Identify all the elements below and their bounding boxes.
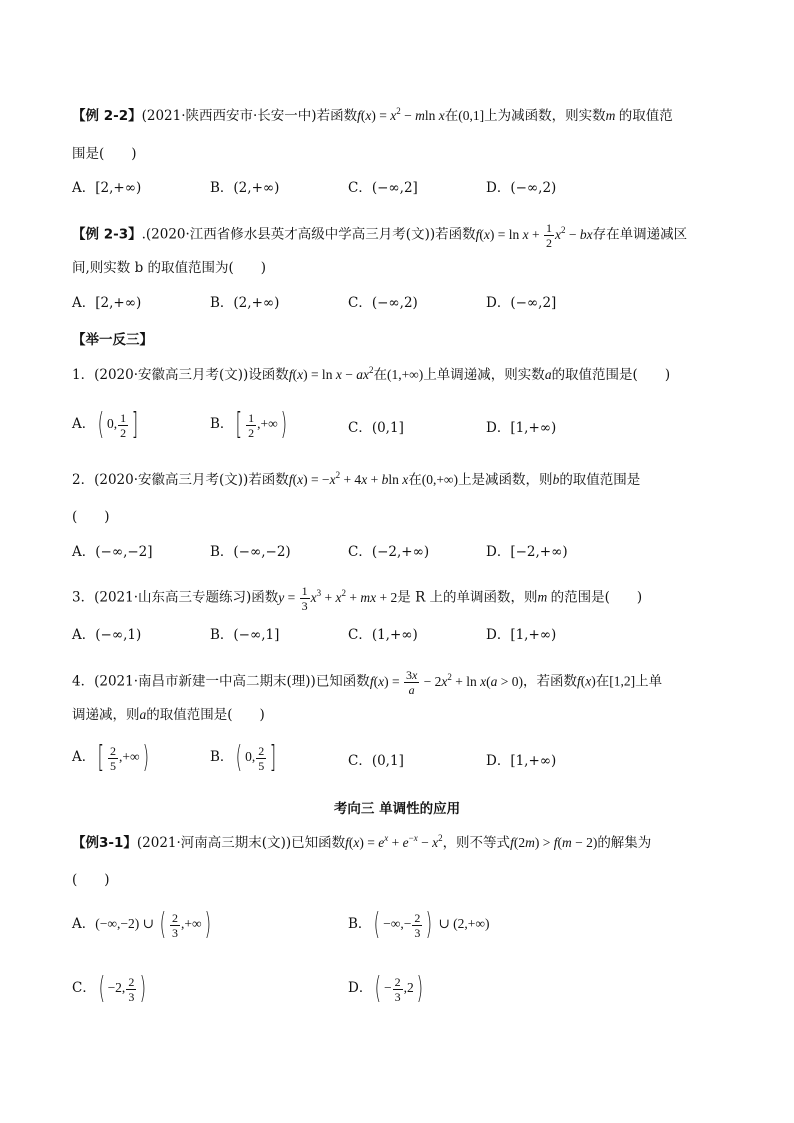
option-d: D．[1,+∞): [486, 753, 557, 769]
example-tag: 【例3-1】: [72, 835, 137, 851]
option-b: B．(−∞,1]: [210, 627, 280, 643]
example-2-2-line2: 围是( ): [72, 146, 137, 162]
section-header: 【举一反三】: [72, 332, 153, 348]
example-2-3-line2: 间,则实数 b 的取值范围为( ): [72, 260, 267, 276]
option-a: A．[2,+∞): [72, 180, 142, 196]
text: 若函数: [316, 108, 358, 124]
question-4-line2: [72, 705, 265, 725]
source: (2020·安徽高三月考(文)): [94, 472, 249, 488]
option-c: C．(0,1]: [348, 420, 404, 436]
variable: m: [605, 108, 616, 123]
question-3-line1: [72, 584, 642, 613]
source: (2021·山东高三专题练习): [94, 589, 252, 606]
option-b: B．[ $\frac{1}{2}$ ,+∞): [210, 407, 287, 442]
variable: b: [552, 472, 560, 487]
text: 在: [444, 108, 459, 124]
text: 调递减，则: [72, 707, 140, 723]
option-c: C．(1,+∞): [348, 627, 418, 643]
text: 函数: [251, 589, 279, 606]
question-2-line2: ( ): [72, 509, 110, 525]
example-2-2-line1: [72, 106, 673, 126]
option-b: B．( 0, $\frac{2}{5}$ ]: [210, 740, 277, 775]
text: 存在单调递减区: [592, 226, 688, 243]
example-3-1-line2: ( ): [72, 872, 110, 888]
source: (2021·陕西西安市·长安一中): [141, 108, 317, 124]
interval: (0,+∞): [421, 472, 459, 487]
option-c: C．(−∞,2]: [348, 180, 418, 196]
example-tag: 【例 2-3】: [72, 226, 142, 243]
formula: $f(x) = \ln x - ax^2$: [288, 365, 374, 382]
option-d: D．[1,+∞): [486, 627, 557, 643]
formula: $f(x) = e^x + e^{-x} - x^2$: [345, 833, 443, 850]
text: 若函数: [435, 226, 476, 243]
text: 的解集为: [597, 835, 652, 851]
text: ，则不等式: [442, 835, 511, 851]
text: ，若函数: [523, 673, 577, 690]
question-2-line1: [72, 470, 640, 490]
option-a: A．(−∞,−2) ∪ ( $\frac{2}{3}$ ,+∞): [72, 907, 211, 942]
option-label: A．: [72, 916, 96, 933]
formula: f(x) = $\frac{3x}{a}$ − $2x^2 + \ln x(a > 0)$: [369, 668, 523, 697]
interval: (1,+∞): [386, 367, 424, 382]
option-label: A．: [72, 416, 96, 433]
example-tag: 【例 2-2】: [72, 108, 142, 124]
option-d: D．[1,+∞): [486, 420, 557, 436]
source: (2020·安徽高三月考(文)): [94, 367, 249, 383]
option-d: D．(−∞,2]: [486, 295, 557, 311]
section-heading: 考向三 单调性的应用: [333, 801, 461, 817]
variable: a: [544, 367, 552, 382]
option-b: B．(2,+∞): [210, 180, 280, 196]
question-number: 3．: [72, 589, 95, 606]
variable: a: [139, 707, 147, 722]
option-label: C．: [72, 980, 96, 997]
example-3-1-line1: [72, 833, 651, 853]
question-number: 4．: [72, 673, 95, 690]
option-label: B．: [210, 749, 234, 766]
formula: $f(x) = -x^2 + 4x + bln$ x: [288, 470, 409, 487]
interval: (0,1]: [458, 108, 485, 123]
question-number: 1．: [72, 367, 95, 383]
text: 的取值范: [618, 108, 673, 124]
option-a: A．( 0, $\frac{1}{2}$ ]: [72, 407, 139, 442]
option-b: B．(−∞,−2): [210, 544, 291, 560]
question-4-line1: [72, 668, 662, 697]
formula: $f(x) = x^2 - mln$ x: [357, 106, 445, 123]
question-1-line1: [72, 365, 670, 385]
option-d: D．[−2,+∞): [486, 544, 568, 560]
text: 上为减函数，则实数: [484, 108, 606, 124]
option-c: C．(−2,+∞): [348, 544, 430, 560]
option-c: C．(−∞,2): [348, 295, 418, 311]
source: (2021·南昌市新建一中高二期末(理)): [94, 673, 316, 690]
text: 上单调递减，则实数: [423, 367, 545, 383]
option-d: D．(−∞,2): [486, 180, 557, 196]
option-b: B．(2,+∞): [210, 295, 280, 311]
text: 设函数: [248, 367, 289, 383]
option-c: C．(0,1]: [348, 753, 404, 769]
text: 上是减函数，则: [458, 472, 553, 488]
text: 上单: [635, 673, 663, 690]
question-number: 2．: [72, 472, 95, 488]
option-b: B．( −∞,− $\frac{2}{3}$ ) ∪ (2,+∞): [348, 907, 490, 942]
text: 已知函数: [291, 835, 346, 851]
text: 在: [373, 367, 387, 383]
text: 的取值范围是: [559, 472, 641, 488]
text: 的范围是( ): [550, 589, 643, 606]
formula: y = $\frac{1}{3}$ $x^3 + x^2$ + mx + 2: [278, 584, 398, 613]
text: 若函数: [248, 472, 289, 488]
option-a: A．[ $\frac{2}{5}$ ,+∞): [72, 740, 149, 775]
interval: [1,2]: [609, 673, 636, 689]
inequality: f(2m) > f(m − 2): [510, 835, 598, 850]
option-a: A．(−∞,−2]: [72, 544, 153, 560]
text: 是 R 上的单调函数，则: [397, 589, 538, 606]
text: 在: [408, 472, 422, 488]
source: (2021·河南高三期末(文)): [136, 835, 292, 851]
option-a: A．[2,+∞): [72, 295, 142, 311]
option-c: C．( −2, $\frac{2}{3}$ ): [72, 971, 147, 1006]
variable: m: [537, 589, 548, 605]
text: 的取值范围是( ): [551, 367, 671, 383]
option-a: A．(−∞,1): [72, 627, 142, 643]
formula: f(x) = ln x + $\frac{1}{2}$ $x^2$ − bx: [475, 221, 593, 250]
text: 的取值范围是( ): [146, 707, 265, 723]
text: 已知函数: [315, 673, 370, 690]
example-2-3-line1: [72, 221, 687, 250]
option-label: B．: [348, 916, 372, 933]
source: .(2020·江西省修水县英才高级中学高三月考(文)): [141, 226, 436, 243]
formula-ref: f(x): [577, 673, 596, 689]
option-label: D．: [348, 980, 373, 997]
text: 在: [595, 673, 610, 690]
option-d: D．( − $\frac{2}{3}$ ,2): [348, 971, 423, 1006]
option-label: A．: [72, 749, 96, 766]
option-label: B．: [210, 416, 234, 433]
